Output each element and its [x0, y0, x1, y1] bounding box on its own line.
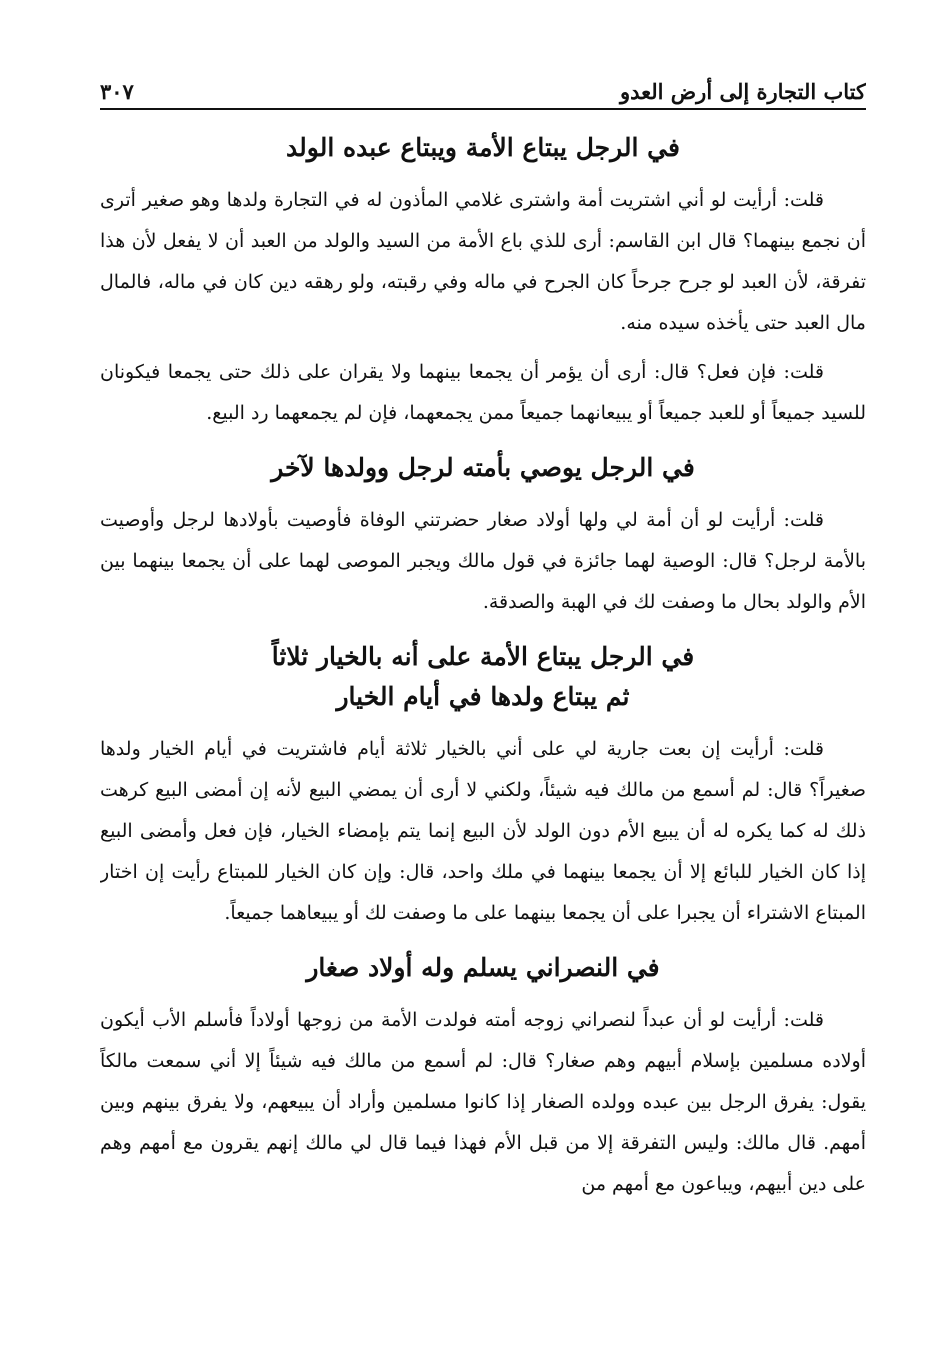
heading-line: ثم يبتاع ولدها في أيام الخيار [336, 682, 630, 711]
heading-line: في الرجل يبتاع الأمة على أنه بالخيار ثلاثاً [271, 642, 695, 671]
section-option-period [100, 637, 866, 934]
running-title: كتاب التجارة إلى أرض العدو [619, 79, 866, 104]
heading-line: في الرجل يوصي بأمته لرجل وولدها لآخر [271, 453, 695, 482]
paragraph: قلت: فإن فعل؟ قال: أرى أن يؤمر أن يجمعا بينهما ولا يقران على ذلك حتى يجمعا فيكونان للسيد جميعاً أو للعبد جميعاً أو يبيعانهما جميعاً ممن يجمعهما، فإن لم يجمعهما رد البيع. [100, 361, 866, 424]
paragraph: قلت: أرأيت لو أن أمة لي ولها أولاد صغار حضرتني الوفاة فأوصيت بأولادها لرجل وأوصيت بالأمة لرجل؟ قال: الوصية لهما جائزة في قول مالك ويجبر الموصى لهما على أن يجمعا بينهما بين الأم والولد بحال ما وصفت لك في الهبة والصدقة. [100, 509, 866, 613]
section-heading [100, 948, 866, 988]
paragraph: قلت: أرأيت لو أني اشتريت أمة واشترى غلامي المأذون له في التجارة ولدها وهو صغير أترى أن نجمع بينهما؟ قال ابن القاسم: أرى للذي باع الأمة من السيد والولد من العبد أن لا يفعل لأن هذا تفرقة، لأن العبد لو جرح جرحاً كان الجرح في ماله وفي رقبته، ولو رهقه دين كان في ماله، فالمال مال العبد حتى يأخذه سيده منه. [100, 189, 866, 334]
page-body [100, 128, 866, 1205]
section-heading [100, 448, 866, 488]
heading-line: في الرجل يبتاع الأمة ويبتاع عبده الولد [286, 133, 680, 162]
section-bequest-of-slave [100, 448, 866, 623]
paragraph: قلت: أرأيت إن بعت جارية لي على أني بالخيار ثلاثة أيام فاشتريت في أيام الخيار ولدها صغيراً؟ قال: لم أسمع من مالك فيه شيئاً، ولكني لا أرى أن يمضي البيع لأنه إن أمضى البيع كرهت ذلك له كما يكره له أن يبيع الأم دون الولد لأن البيع إنما يتم بإمضاء الخيار، فإن فعل وأمضى البيع إذا كان الخيار للبائع إلا أن يجمعا بينهما في ملك واحد، قال: وإن كان الخيار للمبتاع رأيت إن اختار المبتاع الاشتراء أن يجبرا على أن يجمعا بينهما على ما وصفت لك أو يبيعاهما جميعاً. [100, 738, 866, 924]
paragraph: قلت: أرأيت لو أن عبداً لنصراني زوجه أمته فولدت الأمة من زوجها أولاداً فأسلم الأب أيكون أولاده مسلمين بإسلام أبيهم وهم صغار؟ قال: لم أسمع من مالك فيه شيئاً إلا أني سمعت مالكاً يقول: يفرق الرجل بين عبده وولده الصغار إذا كانوا مسلمين وأراد أن يبيعهم، ولا يفرق بينهم وبين أمهم. قال مالك: وليس التفرقة إلا من قبل الأم فهذا فيما قال لي مالك إنهم يقرون مع أمهم وهم على دين أبيهم، ويباعون مع أمهم من [100, 1009, 866, 1195]
section-heading [100, 637, 866, 717]
section-heading [100, 128, 866, 168]
section-buying-slave-and-child [100, 128, 866, 434]
book-page [100, 60, 866, 1350]
section-christian-converts [100, 948, 866, 1205]
page-number: ٣٠٧ [100, 79, 134, 104]
running-header [100, 60, 866, 110]
heading-line: في النصراني يسلم وله أولاد صغار [306, 953, 660, 982]
